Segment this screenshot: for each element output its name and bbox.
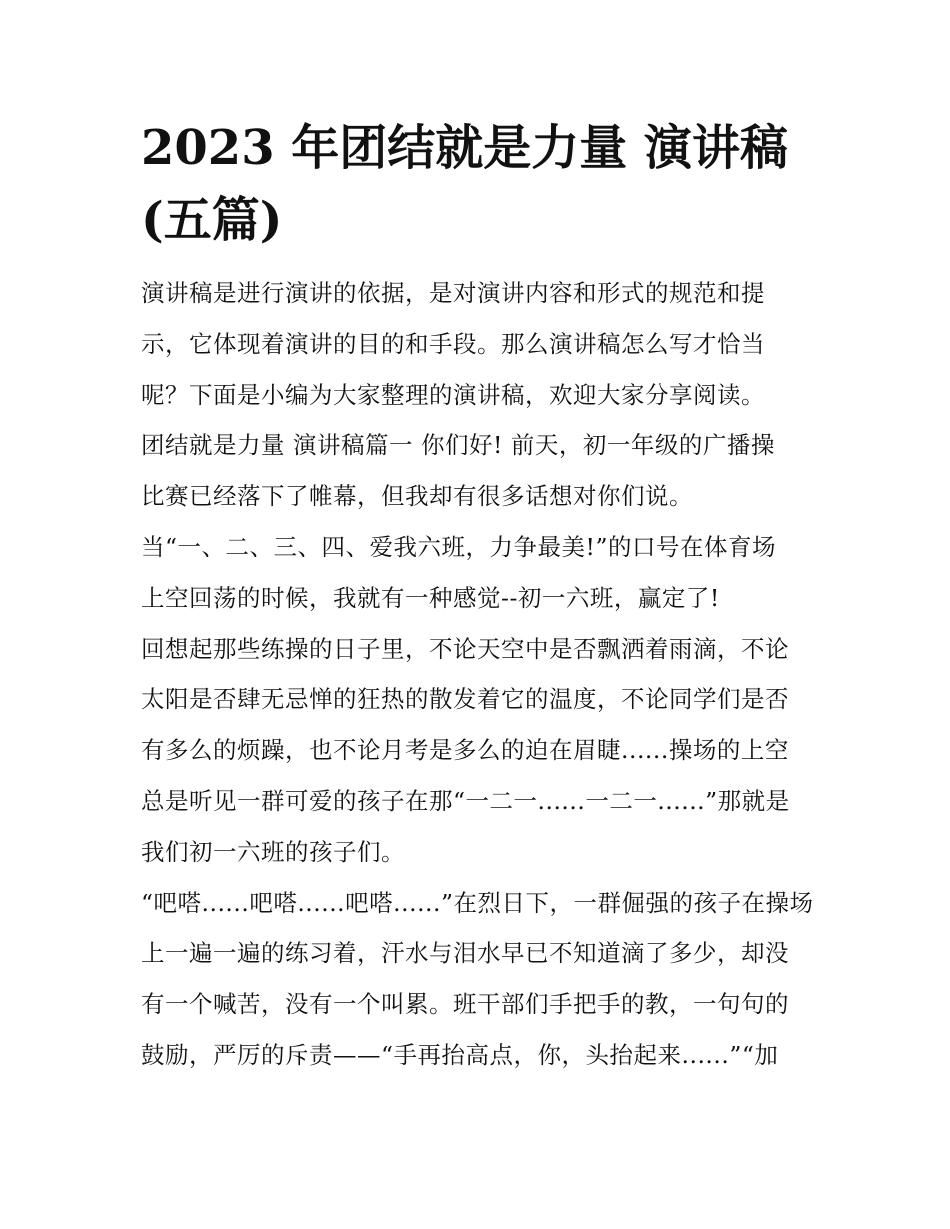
- document-page: [141, 112, 821, 1081]
- body-line: 回想起那些练操的日子里，不论天空中是否飘洒着雨滴，不论: [141, 634, 789, 663]
- body-line: 我们初一六班的孩子们。: [141, 837, 405, 866]
- title-line-2: (五篇): [141, 192, 283, 248]
- body-line: 演讲稿是进行演讲的依据，是对演讲内容和形式的规范和提: [141, 279, 765, 307]
- body-line: 呢？下面是小编为大家整理的演讲稿，欢迎大家分享阅读。: [141, 380, 765, 409]
- body-line: “吧嗒......吧嗒......吧嗒......”在烈日下，一群倔强的孩子在操场: [141, 888, 814, 917]
- body-line: 总是听见一群可爱的孩子在那“一二一......一二一......”那就是: [141, 786, 790, 815]
- title-line-1: 2023 年团结就是力量 演讲稿: [141, 120, 789, 176]
- body-line: 上空回荡的时候，我就有一种感觉--初一六班，赢定了!: [141, 583, 720, 612]
- body-line: 上一遍一遍的练习着，汗水与泪水早已不知道滴了多少，却没: [141, 939, 789, 968]
- body-line: 有一个喊苦，没有一个叫累。班干部们手把手的教，一句句的: [141, 990, 789, 1019]
- body-line: 有多么的烦躁，也不论月考是多么的迫在眉睫......操场的上空: [141, 736, 789, 765]
- body-line: 比赛已经落下了帷幕，但我却有很多话想对你们说。: [141, 482, 693, 511]
- body-line: 太阳是否肆无忌惮的狂热的散发着它的温度，不论同学们是否: [141, 685, 789, 714]
- document-title: [141, 112, 821, 256]
- document-body: [141, 268, 821, 1081]
- body-line: 当“一、二、三、四、爱我六班，力争最美!”的口号在体育场: [141, 532, 776, 561]
- body-line: 鼓励，严厉的斥责——“手再抬高点，你，头抬起来......”“加: [141, 1040, 779, 1069]
- body-line: 团结就是力量 演讲稿篇一 你们好! 前天，初一年级的广播操: [141, 431, 775, 460]
- body-line: 示，它体现着演讲的目的和手段。那么演讲稿怎么写才恰当: [141, 329, 765, 358]
